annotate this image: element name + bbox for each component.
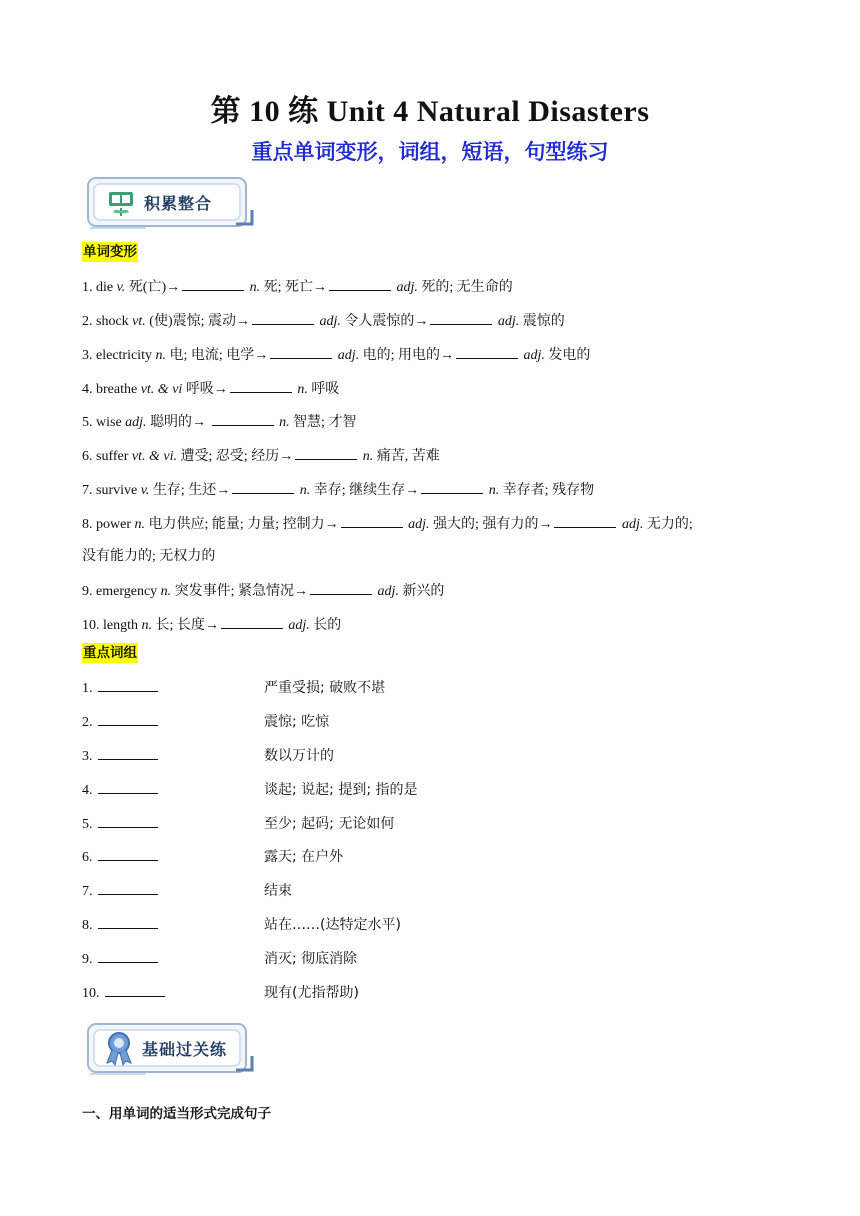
word-form-g: 震惊的 (522, 314, 565, 329)
word-form-d: n. (297, 382, 308, 397)
banner-basic-pass-label: 基础过关练 (142, 1040, 228, 1059)
word-form-b: n. (134, 517, 145, 532)
word-form-a: breathe (96, 382, 138, 397)
word-form-e: 电的; 用电的→ (362, 348, 455, 363)
answer-blank[interactable] (310, 582, 372, 595)
phrase-meaning: 谈起; 说起; 提到; 指的是 (264, 782, 418, 798)
word-form-c: 电; 电流; 电学→ (169, 348, 269, 363)
word-form-b: n. (141, 618, 152, 633)
word-form-b: n. (160, 584, 172, 599)
book-plant-icon (104, 186, 138, 220)
phrase-item (82, 984, 167, 1003)
word-form-num: 1. (82, 280, 93, 295)
word-form-a: shock (96, 314, 129, 329)
word-form-e: 强大的; 强有力的→ (433, 517, 553, 532)
word-form-line (82, 582, 778, 601)
answer-blank[interactable] (554, 515, 616, 528)
word-form-d: n. (299, 483, 311, 498)
word-form-num: 6. (82, 449, 93, 464)
word-form-num: 9. (82, 584, 93, 599)
answer-blank[interactable] (456, 346, 518, 359)
word-form-a: survive (96, 483, 138, 498)
phrase-item (82, 950, 160, 969)
word-form-a: die (96, 280, 114, 295)
word-form-e: 幸存; 继续生存→ (313, 483, 420, 498)
phrase-meaning: 数以万计的 (264, 748, 334, 764)
word-form-b: vt. (132, 314, 146, 329)
word-form-d: adj. (319, 314, 341, 329)
word-form-c: 长; 长度→ (155, 618, 219, 633)
phrase-item (82, 713, 160, 732)
word-form-a: 没有能力的; 无权力的 (82, 549, 216, 564)
phrase-number: 9. (82, 952, 93, 967)
phrase-number: 2. (82, 715, 93, 730)
word-form-e: 死; 死亡→ (263, 280, 328, 295)
phrase-item (82, 815, 160, 834)
word-form-d: n. (279, 415, 290, 430)
word-form-d: adj. (377, 584, 399, 599)
word-form-line (82, 346, 778, 365)
word-form-d: n. (249, 280, 261, 295)
word-form-c: 呼吸→ (185, 382, 228, 397)
word-form-b: adj. (125, 415, 147, 430)
word-form-c: 电力供应; 能量; 力量; 控制力→ (148, 517, 339, 532)
word-form-line (82, 515, 778, 534)
answer-blank[interactable] (252, 312, 314, 325)
phrase-meaning: 现有(尤指帮助) (264, 985, 359, 1001)
phrase-meaning: 结束 (264, 883, 292, 899)
phrase-number: 7. (82, 884, 93, 899)
phrase-meaning: 震惊; 吃惊 (264, 714, 330, 730)
word-form-num: 2. (82, 314, 93, 329)
word-form-d: adj. (288, 618, 310, 633)
banner-accumulate (86, 176, 256, 232)
phrase-number: 4. (82, 783, 93, 798)
word-form-f: adj. (621, 517, 644, 532)
word-form-c: 聪明的→ (150, 415, 210, 430)
word-form-a: power (96, 517, 131, 532)
answer-blank[interactable] (98, 882, 158, 895)
answer-blank[interactable] (270, 346, 332, 359)
word-form-num: 8. (82, 517, 93, 532)
word-form-num: 10. (82, 618, 100, 633)
word-form-num: 3. (82, 348, 93, 363)
phrase-meaning: 消灭; 彻底消除 (264, 951, 358, 967)
answer-blank[interactable] (341, 515, 403, 528)
answer-blank[interactable] (295, 447, 357, 460)
word-form-b: v. (140, 483, 150, 498)
answer-blank[interactable] (232, 481, 294, 494)
word-form-b: v. (116, 280, 126, 295)
answer-blank[interactable] (212, 413, 274, 426)
phrase-number: 6. (82, 850, 93, 865)
phrase-item (82, 848, 160, 867)
phrase-meaning: 严重受损; 破败不堪 (264, 680, 386, 696)
word-form-e: 呼吸 (311, 382, 340, 397)
phrase-meaning: 站在……(达特定水平) (264, 917, 401, 933)
answer-blank[interactable] (98, 848, 158, 861)
word-form-line (82, 278, 778, 297)
answer-blank[interactable] (230, 380, 292, 393)
word-form-line (82, 548, 778, 566)
section-word-forms: 单词变形 (83, 244, 137, 260)
word-form-e: 令人震惊的→ (344, 314, 429, 329)
answer-blank[interactable] (421, 481, 483, 494)
word-form-g: 无力的; (646, 517, 693, 532)
phrase-meaning: 至少; 起码; 无论如何 (264, 816, 395, 832)
phrase-number: 5. (82, 817, 93, 832)
phrase-number: 8. (82, 918, 93, 933)
word-form-a: wise (96, 415, 122, 430)
word-form-a: electricity (96, 348, 152, 363)
word-form-a: suffer (96, 449, 129, 464)
phrase-item (82, 916, 160, 935)
phrase-item (82, 781, 160, 800)
section-phrases: 重点词组 (83, 645, 137, 661)
word-form-line (82, 413, 778, 432)
phrase-item (82, 747, 160, 766)
word-form-c: 遭受; 忍受; 经历→ (180, 449, 294, 464)
word-form-c: 生存; 生还→ (152, 483, 231, 498)
word-form-f: n. (488, 483, 500, 498)
phrase-meaning: 露天; 在户外 (264, 849, 344, 865)
page-subtitle: 重点单词变形，词组，短语，句型练习 (251, 140, 609, 164)
word-form-g: 死的; 无生命的 (421, 280, 513, 295)
word-form-line (82, 616, 778, 635)
word-form-d: adj. (337, 348, 360, 363)
word-form-e: 痛苦, 苦难 (376, 449, 440, 464)
word-form-c: (使)震惊; 震动→ (149, 314, 250, 329)
phrase-item (82, 882, 160, 901)
word-form-num: 5. (82, 415, 93, 430)
word-form-f: adj. (396, 280, 418, 295)
phrase-item (82, 679, 160, 698)
word-form-c: 突发事件; 紧急情况→ (174, 584, 309, 599)
phrase-number: 10. (82, 986, 100, 1001)
answer-blank[interactable] (98, 781, 158, 794)
word-form-num: 7. (82, 483, 93, 498)
word-form-a: length (103, 618, 138, 633)
word-form-g: 发电的 (548, 348, 591, 363)
word-form-line (82, 312, 778, 331)
word-form-num: 4. (82, 382, 93, 397)
section-exercise-heading: 一、用单词的适当形式完成句子 (82, 1106, 271, 1122)
answer-blank[interactable] (98, 950, 158, 963)
word-form-b: n. (155, 348, 166, 363)
answer-blank[interactable] (98, 747, 158, 760)
word-form-line (82, 380, 778, 399)
word-form-c: 死(亡)→ (128, 280, 181, 295)
answer-blank[interactable] (98, 916, 158, 929)
word-form-d: n. (362, 449, 374, 464)
word-form-e: 智慧; 才智 (293, 415, 357, 430)
answer-blank[interactable] (98, 713, 158, 726)
word-form-d: adj. (408, 517, 430, 532)
word-form-line (82, 481, 778, 500)
answer-blank[interactable] (98, 679, 158, 692)
answer-blank[interactable] (430, 312, 492, 325)
word-form-g: 幸存者; 残存物 (502, 483, 595, 498)
word-form-b: vt. & vi. (131, 449, 178, 464)
phrase-number: 1. (82, 681, 93, 696)
banner-basic-pass (86, 1022, 256, 1078)
answer-blank[interactable] (105, 984, 165, 997)
word-form-e: 长的 (313, 618, 342, 633)
word-form-b: vt. & vi (140, 382, 183, 397)
answer-blank[interactable] (182, 278, 244, 291)
word-form-line (82, 447, 778, 466)
word-form-f: adj. (497, 314, 520, 329)
banner-accumulate-label: 积累整合 (144, 194, 213, 213)
word-form-f: adj. (523, 348, 545, 363)
word-form-a: emergency (96, 584, 158, 599)
phrase-number: 3. (82, 749, 93, 764)
word-form-e: 新兴的 (402, 584, 445, 599)
answer-blank[interactable] (329, 278, 391, 291)
award-ribbon-icon (102, 1030, 136, 1068)
answer-blank[interactable] (221, 616, 283, 629)
page-title: 第 10 练 Unit 4 Natural Disasters (210, 95, 650, 128)
answer-blank[interactable] (98, 815, 158, 828)
